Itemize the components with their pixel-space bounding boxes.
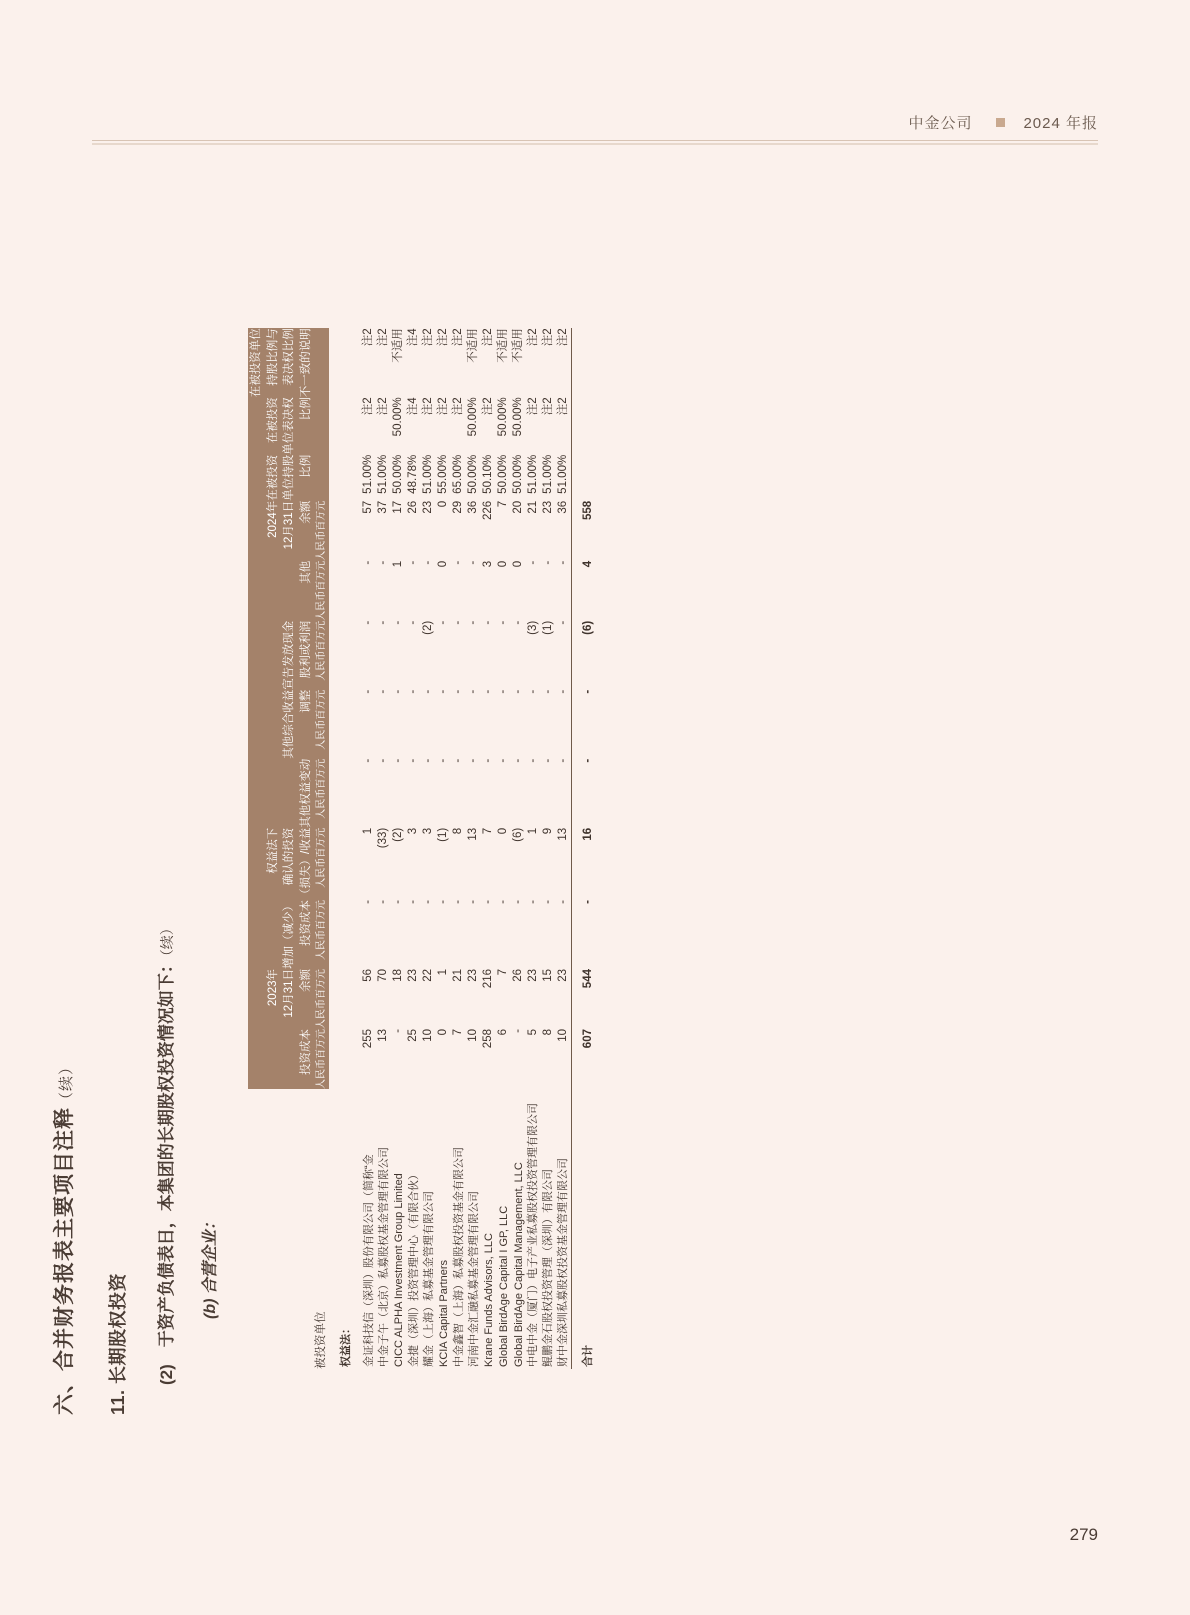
cell-bal2024: 7 bbox=[496, 500, 509, 508]
total-remark bbox=[571, 328, 595, 397]
col-header-add: 增加（减少） 投资成本 bbox=[248, 900, 315, 969]
header-year: 2024 年报 bbox=[1023, 115, 1098, 132]
item-2-suffix: （续） bbox=[159, 921, 175, 957]
cell-bal2024: 20 bbox=[511, 500, 524, 514]
cell-equity: 8 bbox=[452, 827, 465, 835]
table-row bbox=[511, 328, 526, 1369]
cell-add: - bbox=[467, 900, 480, 904]
total-other: 4 bbox=[571, 561, 595, 621]
cell-other: 1 bbox=[392, 560, 405, 568]
cell-bal2024: 17 bbox=[392, 500, 405, 514]
total-oci: - bbox=[571, 690, 595, 759]
col-header-other: 其他 bbox=[248, 561, 315, 621]
cell-vote: 注2 bbox=[437, 397, 450, 416]
item-2-title: (2) 于资产负债表日，本集团的长期股权投资情况如下：（续） bbox=[157, 921, 176, 1385]
cell-share: 50.00% bbox=[467, 454, 480, 494]
cell-cost: - bbox=[511, 1029, 524, 1033]
cell-other-eq: - bbox=[526, 758, 539, 763]
investee-name: Krane Funds Advisors, LLC bbox=[482, 1233, 495, 1367]
section-title: 六、合并财务报表主要项目注释（续） bbox=[53, 1058, 76, 1415]
cell-cost: - bbox=[392, 1029, 405, 1033]
cell-vote: 注2 bbox=[452, 397, 465, 416]
cell-equity: 1 bbox=[362, 827, 375, 835]
cell-other-eq: - bbox=[481, 758, 494, 763]
cell-remark: 注2 bbox=[526, 328, 539, 347]
col-header-bal2023: 2023年 12月31日 余额 bbox=[248, 969, 315, 1029]
cell-share: 50.00% bbox=[392, 454, 405, 494]
header-company: 中金公司 bbox=[908, 115, 973, 132]
cell-cost: 13 bbox=[377, 1029, 390, 1042]
cell-equity: 13 bbox=[556, 827, 569, 841]
cell-remark: 注2 bbox=[481, 328, 494, 347]
cell-dividend: - bbox=[511, 620, 524, 625]
cell-remark: 注2 bbox=[422, 328, 435, 347]
unit-bal2023: 人民币百万元 bbox=[315, 969, 330, 1029]
table-row bbox=[496, 328, 511, 1369]
cell-bal2023: 7 bbox=[496, 969, 509, 976]
cell-equity: 7 bbox=[481, 827, 494, 835]
section-row bbox=[329, 328, 361, 1369]
cell-other: - bbox=[362, 560, 375, 565]
cell-add: - bbox=[541, 900, 554, 904]
long-term-equity-table bbox=[248, 328, 596, 1369]
cell-equity: 3 bbox=[422, 827, 435, 835]
table-row bbox=[391, 328, 406, 1369]
cell-bal2023: 23 bbox=[526, 969, 539, 982]
cell-other: 0 bbox=[496, 560, 509, 568]
table-row bbox=[376, 328, 391, 1369]
header-row-1 bbox=[248, 328, 315, 1369]
table-row bbox=[526, 328, 541, 1369]
cell-other: - bbox=[556, 560, 569, 565]
cell-equity: 9 bbox=[541, 827, 554, 835]
investee-name: Global BirdAge Capital I GP, LLC bbox=[497, 1205, 510, 1367]
long-term-equity-table-wrap bbox=[248, 328, 596, 1369]
item-b-label: (b) bbox=[202, 1298, 219, 1319]
section-label: 权益法： bbox=[340, 1323, 353, 1367]
cell-other-eq: - bbox=[437, 758, 450, 763]
cell-oci: - bbox=[511, 689, 524, 694]
total-label: 合计 bbox=[571, 1089, 595, 1369]
cell-share: 51.00% bbox=[362, 454, 375, 494]
cell-remark: 不适用 bbox=[496, 328, 509, 363]
cell-equity: (1) bbox=[437, 827, 450, 842]
cell-dividend: - bbox=[556, 620, 569, 625]
cell-share: 51.00% bbox=[541, 454, 554, 494]
cell-cost: 258 bbox=[481, 1029, 494, 1049]
col-header-equity: 权益法下 确认的投资 （损失）/收益 bbox=[248, 828, 315, 900]
investee-name: 金捷（深圳）投资管理中心（有限合伙） bbox=[407, 1169, 420, 1367]
cell-cost: 8 bbox=[541, 1029, 554, 1036]
table-row bbox=[556, 328, 571, 1369]
cell-cost: 10 bbox=[556, 1029, 569, 1042]
cell-bal2023: 18 bbox=[392, 969, 405, 982]
investee-name: CICC ALPHA Investment Group Limited bbox=[393, 1173, 405, 1367]
cell-dividend: - bbox=[407, 620, 420, 625]
cell-add: - bbox=[422, 900, 435, 904]
col-header-share: 在被投资 单位持股 比例 bbox=[248, 455, 315, 501]
cell-other-eq: - bbox=[556, 758, 569, 763]
cell-vote: 50.00% bbox=[392, 397, 405, 437]
table-body bbox=[329, 328, 595, 1369]
cell-vote: 注2 bbox=[526, 397, 539, 416]
cell-add: - bbox=[437, 900, 450, 904]
cell-bal2024: 21 bbox=[526, 500, 539, 514]
cell-other: - bbox=[452, 560, 465, 565]
cell-bal2024: 0 bbox=[437, 500, 450, 508]
cell-bal2023: 21 bbox=[452, 969, 465, 982]
cell-equity: (6) bbox=[511, 827, 524, 842]
cell-oci: - bbox=[407, 689, 420, 694]
cell-vote: 50.00% bbox=[496, 397, 509, 437]
total-add: - bbox=[571, 900, 595, 969]
cell-dividend: - bbox=[481, 620, 494, 625]
cell-other-eq: - bbox=[452, 758, 465, 763]
cell-remark: 注4 bbox=[407, 328, 420, 347]
cell-dividend: (2) bbox=[422, 620, 435, 635]
cell-other-eq: - bbox=[422, 758, 435, 763]
cell-remark: 注2 bbox=[452, 328, 465, 347]
cell-bal2024: 23 bbox=[541, 500, 554, 514]
investee-name: 财中金深圳私募股权投资基金管理有限公司 bbox=[557, 1158, 570, 1367]
cell-share: 51.00% bbox=[526, 454, 539, 494]
cell-share: 51.00% bbox=[556, 454, 569, 494]
cell-other: - bbox=[377, 560, 390, 565]
cell-other-eq: - bbox=[496, 758, 509, 763]
investee-name: 中金鑫智（上海）私募股权投资基金有限公司 bbox=[452, 1147, 465, 1367]
cell-add: - bbox=[481, 900, 494, 904]
cell-bal2023: 216 bbox=[481, 969, 494, 989]
cell-dividend: (1) bbox=[541, 620, 554, 635]
col-header-bal2024: 2024年 12月31日 余额 bbox=[248, 501, 315, 561]
cell-other: - bbox=[541, 560, 554, 565]
cell-bal2023: 22 bbox=[422, 969, 435, 982]
cell-dividend: - bbox=[452, 620, 465, 625]
cell-other-eq: - bbox=[377, 758, 390, 763]
table-row bbox=[481, 328, 496, 1369]
cell-remark: 注2 bbox=[377, 328, 390, 347]
cell-remark: 不适用 bbox=[467, 328, 480, 363]
cell-cost: 10 bbox=[422, 1029, 435, 1042]
col-header-other-equity: 其他权益变动 bbox=[248, 759, 315, 828]
section-title-suffix: （续） bbox=[58, 1058, 75, 1107]
cell-dividend: - bbox=[377, 620, 390, 625]
cell-other: 0 bbox=[437, 560, 450, 568]
unit-vote bbox=[315, 397, 330, 455]
table-row bbox=[466, 328, 481, 1369]
cell-cost: 10 bbox=[467, 1029, 480, 1042]
cell-add: - bbox=[526, 900, 539, 904]
cell-other-eq: - bbox=[467, 758, 480, 763]
investee-name: 中金子午（北京）私募股权基金管理有限公司 bbox=[378, 1147, 391, 1367]
table-row bbox=[451, 328, 466, 1369]
table-row bbox=[436, 328, 451, 1369]
cell-other: - bbox=[407, 560, 420, 565]
cell-other: 0 bbox=[511, 560, 524, 568]
cell-add: - bbox=[496, 900, 509, 904]
col-header-cost: 投资成本 bbox=[248, 1029, 315, 1089]
cell-vote: 注2 bbox=[481, 397, 494, 416]
cell-oci: - bbox=[392, 689, 405, 694]
cell-oci: - bbox=[496, 689, 509, 694]
cell-bal2023: 1 bbox=[437, 969, 450, 976]
total-bal2024: 558 bbox=[571, 501, 595, 561]
cell-vote: 注2 bbox=[422, 397, 435, 416]
cell-other: - bbox=[422, 560, 435, 565]
cell-other-eq: - bbox=[407, 758, 420, 763]
total-dividend: (6) bbox=[571, 621, 595, 690]
total-other-eq: - bbox=[571, 759, 595, 828]
cell-share: 50.00% bbox=[511, 454, 524, 494]
cell-oci: - bbox=[467, 689, 480, 694]
cell-bal2024: 29 bbox=[452, 500, 465, 514]
investee-name: 河南中金汇融私募基金管理有限公司 bbox=[467, 1191, 480, 1367]
cell-vote: 注2 bbox=[362, 397, 375, 416]
investee-name: 金证科技信（深圳）股份有限公司（简称“金 bbox=[363, 1154, 376, 1367]
cell-cost: 0 bbox=[437, 1029, 450, 1036]
unit-bal2024: 人民币百万元 bbox=[315, 501, 330, 561]
cell-dividend: - bbox=[362, 620, 375, 625]
total-vote bbox=[571, 397, 595, 455]
cell-bal2024: 36 bbox=[556, 500, 569, 514]
unit-dividend: 人民币百万元 bbox=[315, 621, 330, 690]
total-cost: 607 bbox=[571, 1029, 595, 1089]
col-header-vote: 在被投资 单位表决权 比例 bbox=[248, 397, 315, 455]
cell-bal2023: 15 bbox=[541, 969, 554, 982]
cell-other: - bbox=[467, 560, 480, 565]
cell-equity: (33) bbox=[377, 827, 390, 849]
cell-add: - bbox=[392, 900, 405, 904]
cell-remark: 不适用 bbox=[511, 328, 524, 363]
cell-equity: 1 bbox=[526, 827, 539, 835]
cell-other-eq: - bbox=[362, 758, 375, 763]
cell-share: 48.78% bbox=[407, 454, 420, 494]
cell-share: 55.00% bbox=[437, 454, 450, 494]
cell-dividend: - bbox=[496, 620, 509, 625]
unit-cost: 人民币百万元 bbox=[315, 1029, 330, 1089]
cell-vote: 注2 bbox=[377, 397, 390, 416]
cell-add: - bbox=[511, 900, 524, 904]
cell-bal2023: 26 bbox=[511, 969, 524, 982]
item-b-text: 合营企业： bbox=[202, 1214, 219, 1295]
cell-bal2024: 57 bbox=[362, 500, 375, 514]
investee-name: 中电中金（厦门）电子产业私募股权投资管理有限公司 bbox=[527, 1103, 540, 1367]
cell-oci: - bbox=[541, 689, 554, 694]
unit-add: 人民币百万元 bbox=[315, 900, 330, 969]
table-row bbox=[541, 328, 556, 1369]
cell-oci: - bbox=[362, 689, 375, 694]
cell-bal2024: 226 bbox=[481, 500, 494, 520]
cell-share: 51.00% bbox=[377, 454, 390, 494]
col-header-oci: 其他综合收益 调整 bbox=[248, 690, 315, 759]
cell-cost: 7 bbox=[452, 1029, 465, 1036]
cell-vote: 注2 bbox=[556, 397, 569, 416]
cell-oci: - bbox=[526, 689, 539, 694]
cell-oci: - bbox=[377, 689, 390, 694]
cell-other: - bbox=[526, 560, 539, 565]
cell-equity: 13 bbox=[467, 827, 480, 841]
cell-oci: - bbox=[422, 689, 435, 694]
cell-remark: 注2 bbox=[362, 328, 375, 347]
cell-remark: 注2 bbox=[437, 328, 450, 347]
cell-bal2023: 56 bbox=[362, 969, 375, 982]
investee-name: 鲲鹏金石股权投资管理（深圳）有限公司 bbox=[542, 1169, 555, 1367]
cell-remark: 注2 bbox=[556, 328, 569, 347]
table-total-row bbox=[571, 328, 595, 1369]
cell-oci: - bbox=[481, 689, 494, 694]
cell-cost: 5 bbox=[526, 1029, 539, 1036]
total-equity: 16 bbox=[571, 828, 595, 900]
cell-bal2024: 37 bbox=[377, 500, 390, 514]
page-number: 279 bbox=[1069, 1525, 1098, 1544]
cell-vote: 注2 bbox=[541, 397, 554, 416]
cell-equity: 3 bbox=[407, 827, 420, 835]
cell-share: 51.00% bbox=[422, 454, 435, 494]
table-row bbox=[406, 328, 421, 1369]
table-head bbox=[248, 328, 329, 1369]
cell-add: - bbox=[556, 900, 569, 904]
cell-cost: 6 bbox=[496, 1029, 509, 1036]
unit-equity: 人民币百万元 bbox=[315, 828, 330, 900]
cell-oci: - bbox=[452, 689, 465, 694]
cell-dividend: - bbox=[392, 620, 405, 625]
cell-other-eq: - bbox=[392, 758, 405, 763]
cell-remark: 不适用 bbox=[392, 328, 405, 363]
col-header-dividend: 宣告发放现金 股利或利润 bbox=[248, 621, 315, 690]
col-header-remark: 在被投资单位 持股比例与 表决权比例 不一致的说明 bbox=[248, 328, 315, 397]
cell-other-eq: - bbox=[511, 758, 524, 763]
cell-oci: - bbox=[556, 689, 569, 694]
cell-bal2023: 23 bbox=[556, 969, 569, 982]
cell-dividend: - bbox=[437, 620, 450, 625]
cell-share: 50.00% bbox=[496, 454, 509, 494]
titles-block bbox=[48, 115, 220, 1415]
unit-remark bbox=[315, 328, 330, 397]
cell-vote: 50.00% bbox=[511, 397, 524, 437]
cell-dividend: - bbox=[467, 620, 480, 625]
note-number: 11. 长期股权投资 bbox=[108, 1272, 128, 1415]
cell-share: 50.10% bbox=[481, 454, 494, 494]
cell-bal2023: 23 bbox=[407, 969, 420, 982]
cell-bal2024: 36 bbox=[467, 500, 480, 514]
table-row bbox=[361, 328, 376, 1369]
total-share bbox=[571, 455, 595, 501]
cell-bal2023: 23 bbox=[467, 969, 480, 982]
cell-dividend: (3) bbox=[526, 620, 539, 635]
col-header-name: 被投资单位 bbox=[248, 1089, 329, 1369]
cell-add: - bbox=[362, 900, 375, 904]
table-row bbox=[421, 328, 436, 1369]
cell-oci: - bbox=[437, 689, 450, 694]
cell-vote: 注4 bbox=[407, 397, 420, 416]
total-bal2023: 544 bbox=[571, 969, 595, 1029]
cell-add: - bbox=[407, 900, 420, 904]
cell-other-eq: - bbox=[541, 758, 554, 763]
unit-oci: 人民币百万元 bbox=[315, 690, 330, 759]
cell-cost: 255 bbox=[362, 1029, 375, 1049]
unit-share bbox=[315, 455, 330, 501]
cell-vote: 50.00% bbox=[467, 397, 480, 437]
cell-bal2024: 23 bbox=[422, 500, 435, 514]
cell-bal2024: 26 bbox=[407, 500, 420, 514]
cell-bal2023: 70 bbox=[377, 969, 390, 982]
investee-name: 耀金（上海）私募基金管理有限公司 bbox=[422, 1191, 435, 1367]
unit-other-equity: 人民币百万元 bbox=[315, 759, 330, 828]
item-b-title bbox=[197, 115, 220, 1319]
cell-add: - bbox=[377, 900, 390, 904]
cell-equity: (2) bbox=[392, 827, 405, 842]
investee-name: KCIA Capital Partners bbox=[437, 1260, 450, 1367]
cell-equity: 0 bbox=[496, 827, 509, 835]
cell-cost: 25 bbox=[407, 1029, 420, 1042]
cell-remark: 注2 bbox=[541, 328, 554, 347]
investee-name: Global BirdAge Capital Management, LLC bbox=[512, 1162, 525, 1367]
unit-other: 人民币百万元 bbox=[315, 561, 330, 621]
cell-other: 3 bbox=[481, 560, 494, 568]
cell-add: - bbox=[452, 900, 465, 904]
cell-share: 65.00% bbox=[452, 454, 465, 494]
